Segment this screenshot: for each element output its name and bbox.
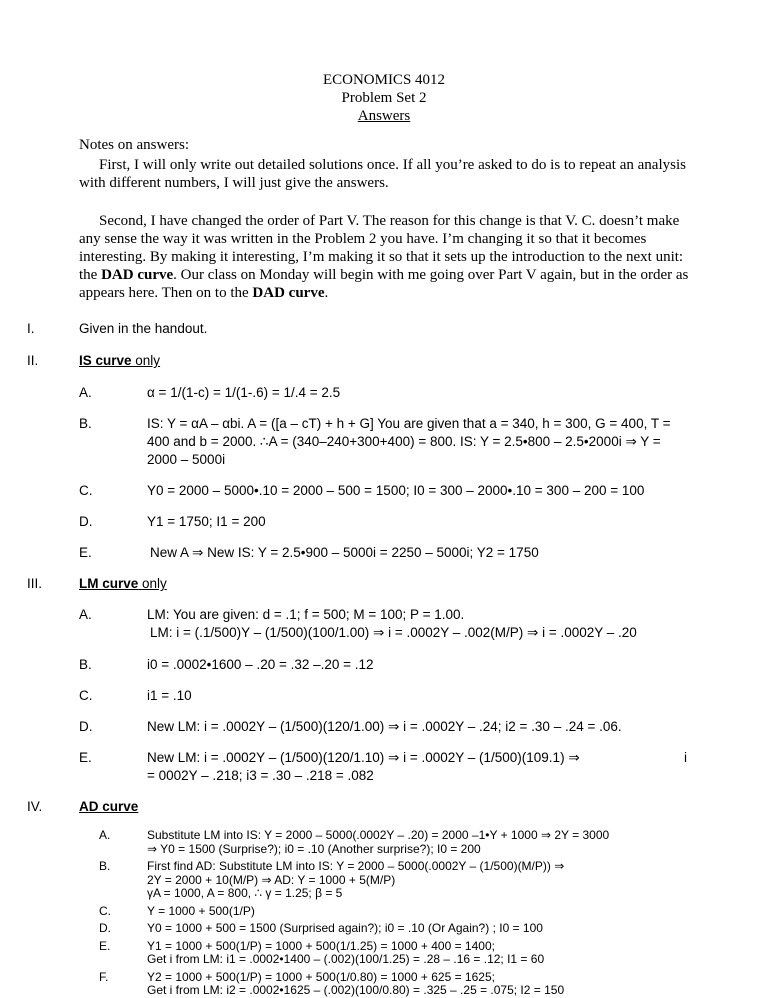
answer-3b: i0 = .0002•1600 – .20 = .32 –.20 = .12 [147,657,374,672]
answer-3c: i1 = .10 [147,688,192,703]
item-label: B. [79,416,92,431]
item-label: A. [79,607,92,622]
section-3-heading: LM curve only [79,576,167,591]
dad-curve-term: DAD curve [101,267,174,283]
answer-4d: Y0 = 1000 + 500 = 1500 (Surprised again?); i0 = .10 (Or Again?) ; I0 = 100 [147,921,543,935]
answer-2d: Y1 = 1750; I1 = 200 [147,514,266,529]
item-label: A. [99,828,111,842]
item-label: B. [79,657,92,672]
item-label: D. [79,514,93,529]
section-4-heading: AD curve [79,799,139,814]
answer-2e: New A ⇒ New IS: Y = 2.5•900 – 5000i = 2250 – 5000i; Y2 = 1750 [150,545,539,560]
item-label: E. [99,938,111,953]
section-numeral: IV. [27,799,43,814]
section-1-text: Given in the handout. [79,321,208,336]
answer-3e-stray-i: i [684,750,687,765]
answer-4c: Y = 1000 + 500(1/P) [147,903,255,918]
answer-2b-line-1: IS: Y = αA – αbi. A = ([a – cT) + h + G] You are given that a = 340, h = 300, G = 400, T = [147,416,671,431]
dad-curve-term: DAD curve [252,285,325,301]
answer-3a-line-2: LM: i = (.1/500)Y – (1/500)(100/1.00) ⇒ i = .0002Y – .002(M/P) ⇒ i = .0002Y – .20 [150,625,637,640]
notes-paragraph-1: First, I will only write out detailed solutions once. If all you’re asked to do is to repeat an analysis with different numbers, I will just give the answers. [79,157,686,191]
answer-3e-line-1: New LM: i = .0002Y – (1/500)(120/1.10) ⇒ i = .0002Y – (1/500)(109.1) ⇒ [147,750,580,765]
item-label: D. [99,921,111,935]
notes-heading: Notes on answers: [79,137,189,153]
answer-3d: New LM: i = .0002Y – (1/500)(120/1.00) ⇒ i = .0002Y – .24; i2 = .30 – .24 = .06. [147,719,622,734]
answer-4b-line-3: γA = 1000, A = 800, ∴ γ = 1.25; β = 5 [147,886,343,900]
answer-4f-line-1: Y2 = 1000 + 500(1/P) = 1000 + 500(1/0.80) = 1000 + 625 = 1625; [147,969,495,984]
item-label: E. [79,545,92,560]
item-label: F. [99,969,109,984]
answer-4f-line-2: Get i from LM: i2 = .0002•1625 – (.002)(100/0.80) = .325 – .25 = .075; I2 = 150 [147,983,565,997]
section-numeral: III. [27,576,43,591]
item-label: A. [79,385,92,400]
item-label: C. [79,483,93,498]
answer-3a-line-1: LM: You are given: d = .1; f = 500; M = 100; P = 1.00. [147,607,465,622]
item-label: E. [79,750,92,765]
course-title: ECONOMICS 4012 [322,72,446,88]
item-label: C. [79,688,93,703]
answer-2b-line-2: 400 and b = 2000. ∴A = (340–240+300+400) = 800. IS: Y = 2.5•800 – 2.5•2000i ⇒ Y = [147,434,661,449]
answer-3e-line-2: = 0002Y – .218; i3 = .30 – .218 = .082 [147,768,374,783]
problem-set-title: Problem Set 2 [341,90,427,106]
section-numeral: II. [27,353,39,368]
notes-paragraph-2: Second, I have changed the order of Part V. The reason for this change is that V. C. doesn’t make any sense the way it was written in the Problem 2 you have. I’m changing it so that it becomes interesting. By making it interesting, I’m making it so that it sets up the introduction to the next unit: the DAD curve. Our class on Monday will begin with me going over Part V again, but in the order as appears here. Then on to the DAD curve. [79,213,689,301]
section-numeral: I. [27,321,35,336]
answer-4e-line-2: Get i from LM: i1 = .0002•1400 – (.002)(100/1.25) = .28 – .16 = .12; I1 = 60 [147,952,545,966]
answer-4b-line-2: 2Y = 2000 + 10(M/P) ⇒ AD: Y = 1000 + 5(M/P) [147,872,396,887]
answer-4a-line-2: ⇒ Y0 = 1500 (Surprise?); i0 = .10 (Another surprise?); I0 = 200 [147,841,481,856]
item-label: C. [99,903,111,918]
answer-2b-line-3: 2000 – 5000i [147,452,226,467]
answer-2a: α = 1/(1-c) = 1/(1-.6) = 1/.4 = 2.5 [147,385,341,400]
item-label: D. [79,719,93,734]
answer-4e-line-1: Y1 = 1000 + 500(1/P) = 1000 + 500(1/1.25) = 1000 + 400 = 1400; [147,938,495,953]
item-label: B. [99,859,111,873]
answer-2c: Y0 = 2000 – 5000•.10 = 2000 – 500 = 1500; I0 = 300 – 2000•.10 = 300 – 200 = 100 [147,483,645,498]
answer-4b-line-1: First find AD: Substitute LM into IS: Y = 2000 – 5000(.0002Y – (1/500)(M/P)) ⇒ [147,859,565,873]
answers-heading: Answers [357,108,411,124]
section-2-heading: IS curve only [79,353,161,368]
answer-4a-line-1: Substitute LM into IS: Y = 2000 – 5000(.0002Y – .20) = 2000 –1•Y + 1000 ⇒ 2Y = 3000 [147,828,610,842]
